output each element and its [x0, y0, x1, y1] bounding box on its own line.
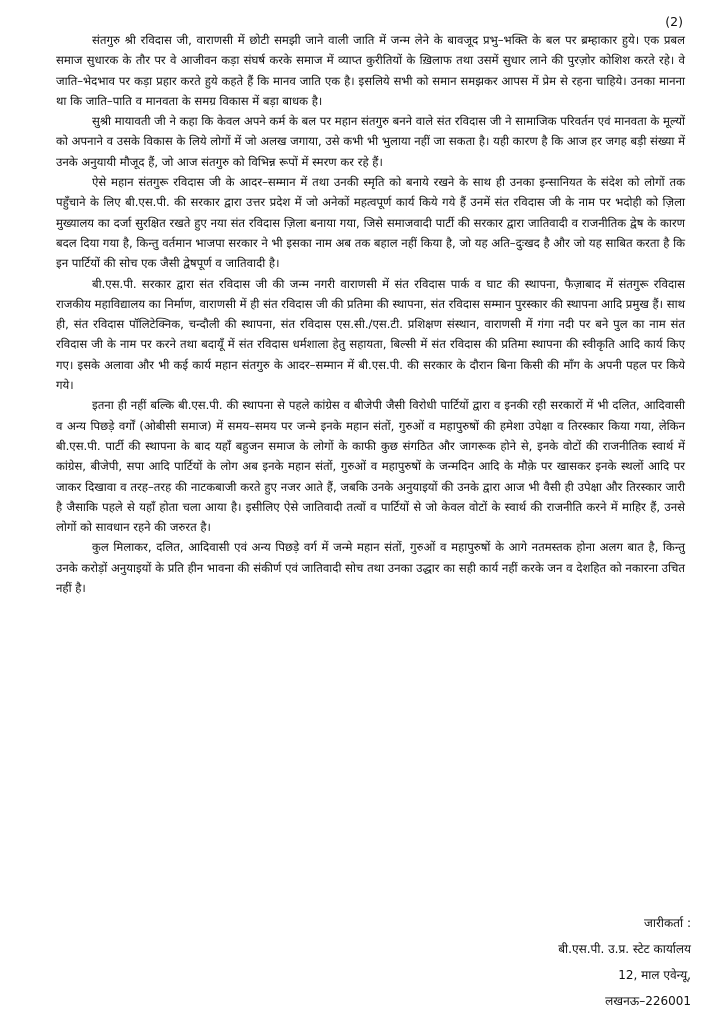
paragraph-bsp-government-works: ऐसे महान संतगुरू रविदास जी के आदर–सम्मान में तथा उनकी स्मृति को बनाये रखने के साथ ही उनका इन्सानियत के संदेश को लोगों तक पहुँचाने के लिए बी.एस.पी. की सरकार द्वारा उत्तर प्रदेश में जो अनेकों महत्वपूर्ण कार्य किये गये हैं उनमें संत रविदास जी के नाम पर भदोही को ज़िला मुख्यालय का दर्जा सुरक्षित रखते हुए नया संत रविदास ज़िला बनाया गया, जिसे समाजवादी पार्टी की सरकार द्वारा जातिवादी व राजनीतिक द्वेष के कारण बदल दिया गया है, किन्तु वर्तमान भाजपा सरकार ने भी इसका नाम अब तक बहाल नहीं किया है, जो यह अति–दुःखद है और जो यह साबित करता है कि इन पार्टियों की सोच एक जैसी द्वेषपूर्ण व जातिवादी है। [56, 175, 685, 271]
issuer-label: जारीकर्ता : [643, 916, 691, 930]
paragraph-conclusion: कुल मिलाकर, दलित, आदिवासी एवं अन्य पिछड़े वर्ग में जन्मे महान संतों, गुरुओं व महापुरुषों के आगे नतमस्तक होना अलग बात है, किन्तु उनके करोड़ों अनुयाइयों के प्रति हीन भावना की संकीर्ण एवं जातिवादी सोच तथा उनका उद्धार का सही कार्य नहीं करके जन व देशहित को नकारना उचित नहीं है। [56, 540, 685, 596]
page-number: (2) [665, 14, 683, 29]
paragraph-ravidas-intro: संतगुरु श्री रविदास जी, वाराणसी में छोटी समझी जाने वाली जाति में जन्म लेने के बावजूद प्रभु–भक्ति के बल पर ब्रम्हाकार हुये। एक प्रबल समाज सुधारक के तौर पर वे आजीवन कड़ा संघर्ष करके समाज में व्याप्त कुरीतियों के ख़िलाफ तथा उसमें सुधार लाने की पुरज़ोर कोशिश करते रहे। वे जाति–भेदभाव पर कड़ा प्रहार करते हुये कहते हैं कि मानव जाति एक है। इसलिये सभी को समान समझकर आपस में प्रेम से रहना चाहिये। उनका मानना था कि जाति–पाति व मानवता के समग्र विकास में बड़ा बाधक है। [56, 33, 685, 108]
issuer-address: 12, माल एवेन्यू, [618, 968, 691, 982]
paragraph-opposition-criticism: इतना ही नहीं बल्कि बी.एस.पी. की स्थापना से पहले कांग्रेस व बीजेपी जैसी विरोधी पार्टियों द्वारा व इनकी रही सरकारों में भी दलित, आदिवासी व अन्य पिछड़े वर्गों (ओबीसी समाज) में समय–समय पर जन्मे इनके महान संतों, गुरुओं व महापुरुषों की हमेशा उपेक्षा व तिरस्कार किया गया, लेकिन बी.एस.पी. पार्टी की स्थापना के बाद यहाँ बहुजन समाज के लोगों के काफी कुछ संगठित और जागरूक होने से, इनके वोटों की राजनीतिक स्वार्थ में कांग्रेस, बीजेपी, सपा आदि पार्टियों के लोग अब इनके महान संतों, गुरुओं व महापुरुषों के जन्मदिन आदि के मौक़े पर खासकर इनके स्थलों आदि पर जाकर दिखावा व तरह–तरह की नाटकबाजी करते हुए नजर आते हैं, जबकि उनके अनुयाइयों की उनके द्वारा आज भी वैसी ही उपेक्षा और तिरस्कार जारी है जैसाकि पहले से यहाँ होता चला आया है। इसीलिए ऐसे जातिवादी तत्वों व पार्टियों से जो केवल वोटों के स्वार्थ की राजनीति करने में माहिर हैं, उनसे लोगों को सावधान रहने की जरुरत है। [56, 398, 685, 535]
signature-block [558, 910, 691, 1014]
paragraph-memorials-list: बी.एस.पी. सरकार द्वारा संत रविदास जी की जन्म नगरी वाराणसी में संत रविदास पार्क व घाट की स्थापना, फैज़ाबाद में संतगुरू रविदास राजकीय महाविद्यालय का निर्माण, वाराणसी में ही संत रविदास जी की प्रतिमा की स्थापना, संत रविदास सम्मान पुरस्कार की स्थापना आदि प्रमुख हैं। साथ ही, संत रविदास पॉलिटेक्निक, चन्दौली की स्थापना, संत रविदास एस.सी./एस.टी. प्रशिक्षण संस्थान, वाराणसी में गंगा नदी पर बने पुल का नाम संत रविदास जी के नाम पर करने तथा बदायूँ में संत रविदास धर्मशाला हेतु सहायता, बिल्सी में संत रविदास की प्रतिमा स्थापना की स्वीकृति आदि कार्य किए गए। इसके अलावा और भी कई कार्य महान संतगुरु के आदर–सम्मान में बी.एस.पी. की सरकार के दौरान बिना किसी की माँग के अपनी पहल पर किये गये। [56, 276, 685, 393]
issuer-office: बी.एस.पी. उ.प्र. स्टेट कार्यालय [558, 942, 691, 956]
paragraph-mayawati-statement: सुश्री मायावती जी ने कहा कि केवल अपने कर्म के बल पर महान संतगुरु बनने वाले संत रविदास जी ने सामाजिक परिवर्तन एवं मानवता के मूल्यों को अपनाने व उसके विकास के लिये लोगों में जो अलख जगाया, उसे कभी भी भुलाया नहीं जा सकता है। यही कारण है कि आज हर जगह बड़ी संख्या में उनके अनुयायी मौजूद हैं, जो आज संतगुरु को विभिन्न रूपों में स्मरण कर रहे हैं। [56, 114, 685, 169]
issuer-city-pin: लखनऊ–226001 [605, 994, 691, 1008]
